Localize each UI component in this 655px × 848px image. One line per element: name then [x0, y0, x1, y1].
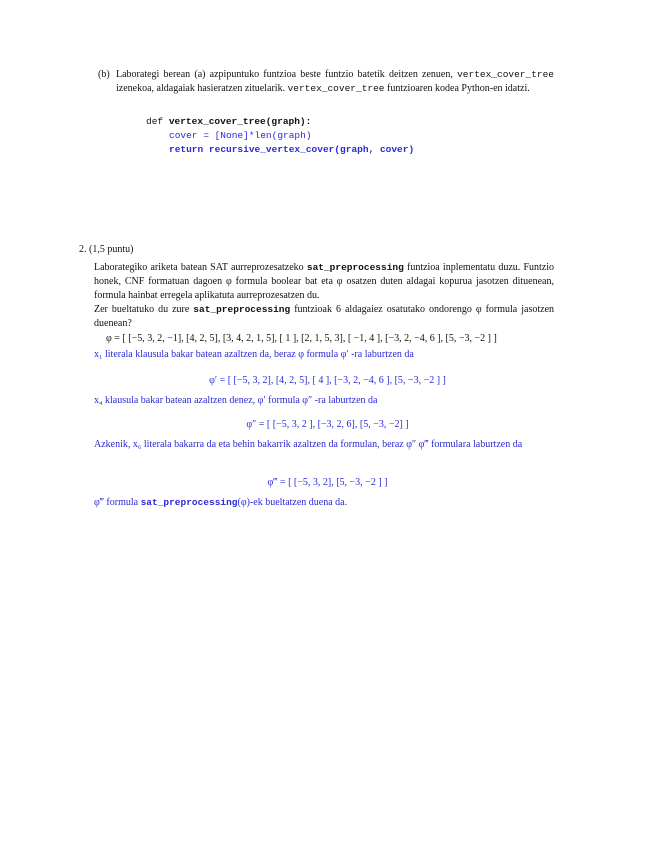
question-2-prompt	[94, 303, 554, 331]
code-line-def	[146, 115, 526, 129]
code-block	[146, 115, 526, 157]
code-cover-assign: cover = [None]*len(graph)	[169, 130, 312, 141]
conclusion-text-1: φ‴ formula	[94, 497, 139, 508]
prompt-text-1: Zer bueltatuko du zure	[94, 304, 190, 315]
intro-text-1: Laborategiko ariketa batean SAT aurreprozesatzeko	[94, 262, 304, 273]
code-line-return	[146, 143, 526, 157]
code-signature: vertex_cover_tree(graph):	[168, 116, 312, 127]
intro-fn: sat_preprocessing	[306, 262, 404, 273]
answer-formula-2: φ″ = [ [−5, 3, 2 ], [−3, 2, 6], [5, −3, −2] ]	[246, 419, 409, 430]
intro-text-2: funtzioa inplementatu duzu. Funtzio honek, CNF formatuan dagoen φ formula boolear bat eta φ osatzen duten aldagai kopurua jasotzen dituenean, formula hainbat erregela aplikatuta aurreprozesatzen du.	[94, 262, 555, 301]
answer-conclusion	[94, 496, 554, 510]
prompt-text-2: funtzioak 6 aldagaiez osatutako ondorengo φ formula jasotzen duenean?	[94, 304, 555, 329]
answer-formula-1: φ′ = [ [−5, 3, 2], [4, 2, 5], [ 4 ], [−3, 2, −4, 6 ], [5, −3, −2 ] ]	[209, 375, 446, 386]
part-b-fn-2: vertex_cover_tree	[287, 83, 385, 94]
code-kw-def: def	[146, 116, 164, 127]
phi-formula: φ = [ [−5, 3, 2, −1], [4, 2, 5], [3, 4, 2, 1, 5], [ 1 ], [2, 1, 5, 3], [ −1, 4 ], [−3, 2, −4, 6 ], [5, −3, −2 ] ]	[106, 333, 497, 344]
question-2-intro	[94, 261, 554, 303]
part-b-text-1: Laborategi berean (a) azpipuntuko funtzioa beste funtzio batetik deitzen zenuen,	[116, 69, 453, 80]
answer-explanation-1: x₁ literala klausula bakar batean azaltzen da, beraz φ formula φ′ -ra laburtzen da	[94, 349, 414, 360]
answer-formula-3: φ‴ = [ [−5, 3, 2], [5, −3, −2 ] ]	[267, 477, 388, 488]
prompt-fn: sat_preprocessing	[193, 304, 291, 315]
part-b-label: (b)	[98, 69, 110, 80]
part-b-text-2: izenekoa, aldagaiak hasieratzen zituelarik.	[116, 83, 286, 94]
conclusion-text-2: (φ)-ek bueltatzen duena da.	[237, 497, 348, 508]
part-b-fn-1: vertex_cover_tree	[457, 69, 555, 80]
code-kw-return: return	[169, 144, 204, 155]
answer-explanation-3: Azkenik, x₆ literala bakarra da eta behin bakarrik azaltzen da formulan, beraz φ″ φ‴ formulara laburtzen da	[94, 439, 523, 450]
question-2-heading: 2. (1,5 puntu)	[79, 244, 134, 255]
part-b-paragraph	[98, 68, 554, 96]
answer-explanation-2: x₄ klausula bakar batean azaltzen denez, φ′ formula φ″ -ra laburtzen da	[94, 395, 378, 406]
conclusion-fn: sat_preprocessing	[140, 497, 238, 508]
code-line-cover	[146, 129, 526, 143]
part-b-text-3: funtzioaren kodea Python-en idatzi.	[387, 83, 530, 94]
code-return-call: recursive_vertex_cover(graph, cover)	[208, 144, 415, 155]
